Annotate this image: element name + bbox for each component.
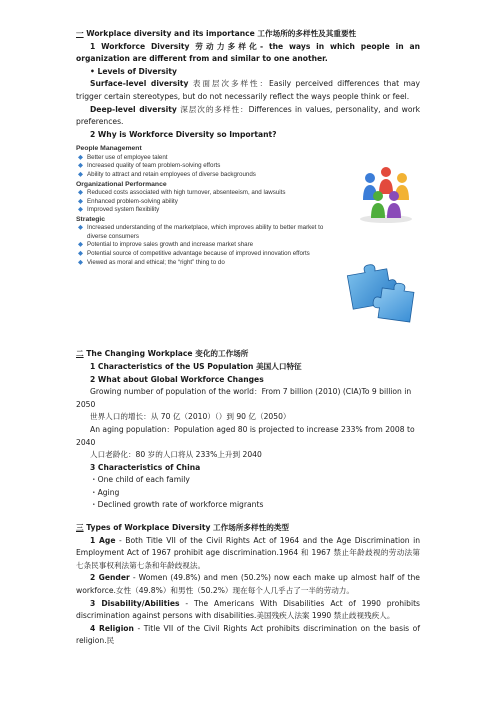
surface-level-diversity: Surface-level diversity 表面层次多样性：Easily perceived differences that may trigger certain stereotypes, but do not necessarily reflect the ways people think or feel. xyxy=(76,79,421,101)
workforce-diversity-definition: 1 Workforce Diversity 劳动力多样化- the ways in which people in an organization are different from and similar to one another. xyxy=(76,41,420,64)
diversity-type-disability: 3 Disability/Abilities - The Americans With Disabilities Act of 1990 prohibits discrimination against persons with disabilities.美国残疾人法案 1990 禁止歧视残疾人。 xyxy=(76,598,421,621)
china-item: ・Aging xyxy=(90,487,120,497)
list-item: ◆ Increased understanding of the marketplace, which improves ability to better market to diverse consumers xyxy=(78,224,324,240)
aging-population-en: An aging population：Population aged 80 is projected to increase 233% from 2008 to 2040 xyxy=(76,424,415,447)
diversity-benefits-figure xyxy=(76,144,420,334)
global-workforce-changes: 2 What about Global Workforce Changes xyxy=(90,374,264,384)
list-item: ◆ Potential source of competitive advantage because of improved innovation efforts xyxy=(78,249,310,257)
list-item: ◆ Potential to improve sales growth and increase market share xyxy=(78,241,254,249)
diamond-bullet-icon: ◆ xyxy=(78,162,84,170)
why-diversity-important: 2 Why is Workforce Diversity so Important? xyxy=(90,129,277,139)
diversity-type-age: 1 Age - Both Title VII of the Civil Rights Act of 1964 and the Age Discrimination in Employment Act of 1967 prohibit age discrimination.1964 和 1967 禁止年龄歧视的劳动法第七条民事权利法第七条和年龄歧视法。 xyxy=(76,535,421,570)
list-item: ◆ Ability to attract and retain employees of diverse backgrounds xyxy=(78,170,256,178)
people-group-icon xyxy=(358,162,414,224)
puzzle-pieces-icon xyxy=(346,262,416,324)
china-item: ・One child of each family xyxy=(90,475,190,485)
document-content xyxy=(76,28,420,648)
list-item: ◆ Improved system flexibility xyxy=(78,206,160,214)
aging-population-zh: 人口老龄化：80 岁的人口将从 233%上升到 2040 xyxy=(90,450,262,460)
list-item: ◆ Enhanced problem-solving ability xyxy=(78,197,178,205)
population-growth-zh: 世界人口的增长：从 70 亿（2010）（）到 90 亿（2050） xyxy=(90,412,291,422)
list-item: ◆ Reduced costs associated with high turnover, absenteeism, and lawsuits xyxy=(78,188,286,196)
section-3-heading: 三 Types of Workplace Diversity 工作场所多样性的类型 xyxy=(76,523,289,533)
diamond-bullet-icon: ◆ xyxy=(78,258,84,266)
population-growth-en: Growing number of population of the world：From 7 billion (2010) (CIA)To 9 billion in 2050 xyxy=(76,387,412,409)
group-title: Strategic xyxy=(76,215,106,223)
diamond-bullet-icon: ◆ xyxy=(78,241,84,249)
diversity-type-gender: 2 Gender - Women (49.8%) and men (50.2%) now each make up almost half of the workforce.女性（49.8%）和男性（50.2%）现在每个人几乎占了一半的劳动力。 xyxy=(76,573,420,596)
list-item: ◆ Increased quality of team problem-solving efforts xyxy=(78,162,221,170)
levels-of-diversity: • Levels of Diversity xyxy=(90,66,177,76)
diamond-bullet-icon: ◆ xyxy=(78,224,84,232)
benefits-list xyxy=(76,144,324,267)
list-item: ◆ Better use of employee talent xyxy=(78,153,168,161)
diversity-type-religion: 4 Religion - Title VII of the Civil Rights Act prohibits discrimination on the basis of religion.民 xyxy=(76,623,420,646)
deep-level-diversity: Deep-level diversity 深层次的多样性：Differences in values, personality, and work preferences. xyxy=(76,104,420,127)
us-population-characteristics: 1 Characteristics of the US Population 美国人口特征 xyxy=(90,361,302,371)
china-characteristics: 3 Characteristics of China xyxy=(90,462,201,472)
diamond-bullet-icon: ◆ xyxy=(78,188,84,196)
china-item: ・Declined growth rate of workforce migrants xyxy=(90,500,264,510)
section-1-heading: 一 Workplace diversity and its importance 工作场所的多样性及其重要性 xyxy=(76,29,357,38)
section-2-heading: 二 The Changing Workplace 变化的工作场所 xyxy=(76,349,249,359)
diamond-bullet-icon: ◆ xyxy=(78,197,84,205)
list-item: ◆ Viewed as moral and ethical; the “right” thing to do xyxy=(78,258,225,266)
diamond-bullet-icon: ◆ xyxy=(78,249,84,257)
diamond-bullet-icon: ◆ xyxy=(78,153,84,161)
group-title: People Management xyxy=(76,145,142,153)
group-title: Organizational Performance xyxy=(76,180,167,188)
diamond-bullet-icon: ◆ xyxy=(78,170,84,178)
diamond-bullet-icon: ◆ xyxy=(78,206,84,214)
